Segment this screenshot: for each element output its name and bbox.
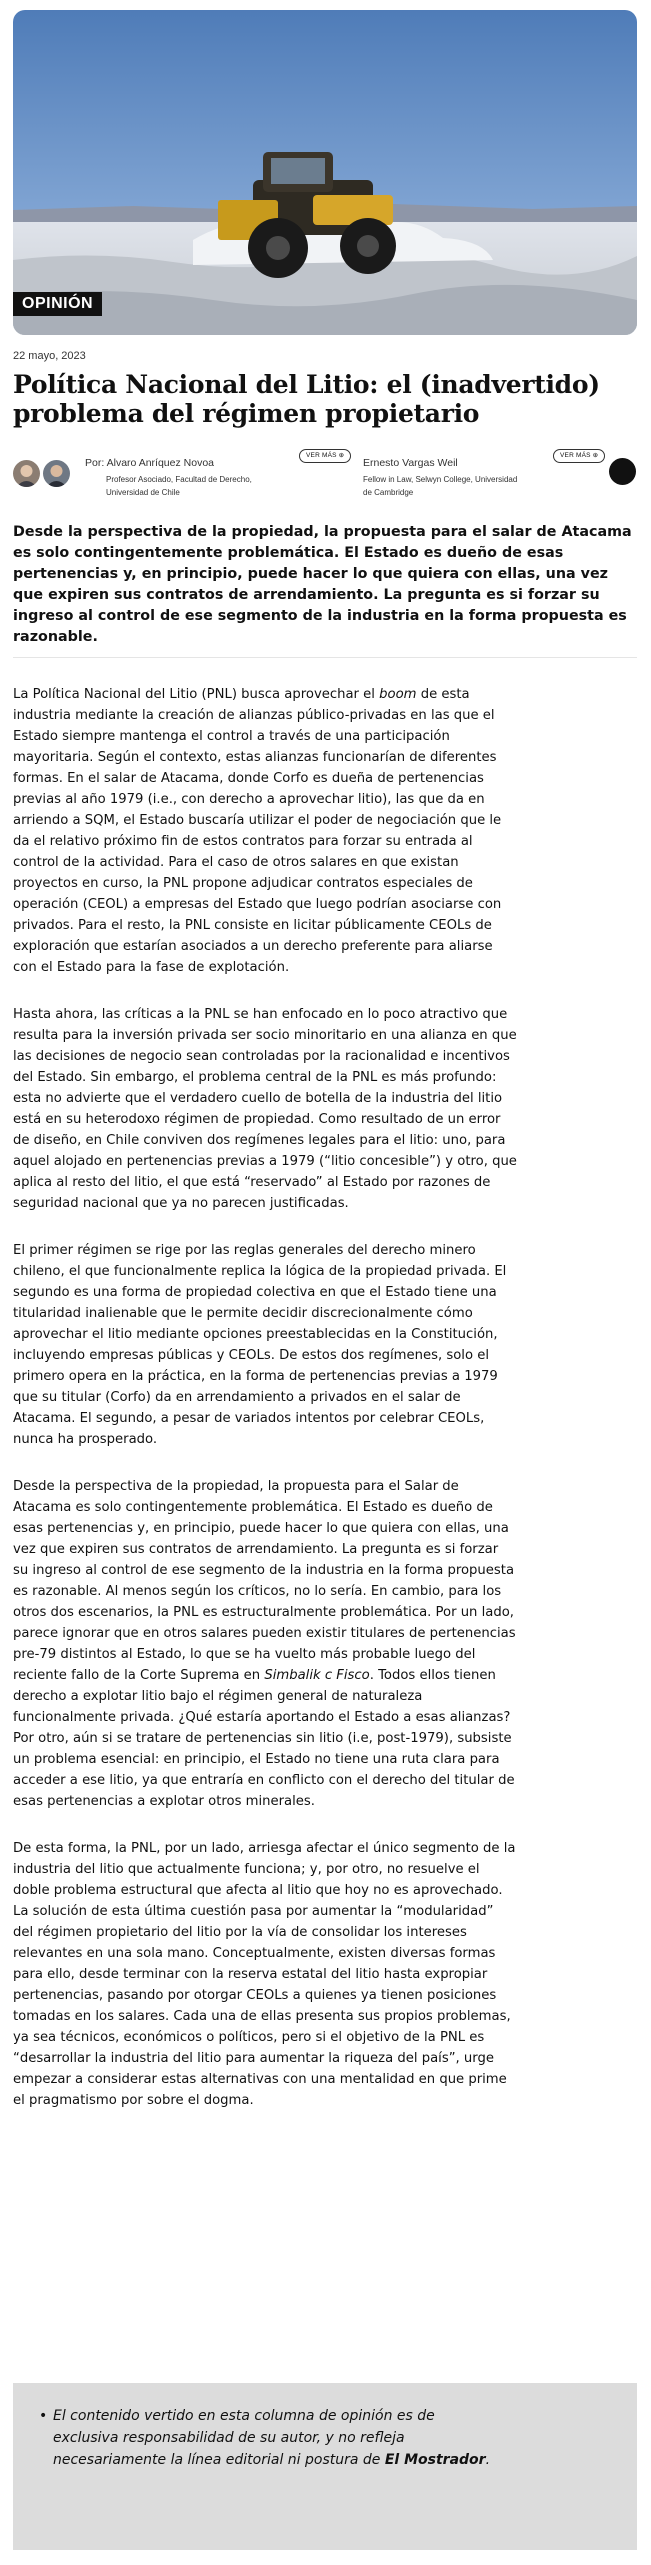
article-body (13, 684, 517, 2111)
author-name[interactable]: Alvaro Anríquez Novoa (106, 457, 215, 469)
case-name: Simbalik c Fisco (264, 1668, 370, 1683)
byline-prefix: Por: (85, 457, 105, 469)
article-lead: Desde la perspectiva de la propiedad, la propuesta para el salar de Atacama es solo contingentemente problemática. El Estado es dueño de esas pertenencias y, en principio, puede hacer lo que quiera con ellas, una vez que expiren sus contratos de arrendamiento. La pregunta es si forzar su ingreso al control de ese segmento de la industria en la forma propuesta es razonable. (13, 524, 632, 645)
author-role-line: de Cambridge (363, 488, 414, 497)
ver-mas-button[interactable]: VER MÁS ⊕ (299, 449, 351, 463)
article-title: Política Nacional del Litio: el (inadvertido) problema del régimen propietario (13, 370, 600, 428)
body-paragraph: Desde la perspectiva de la propiedad, la propuesta para el Salar de Atacama es solo contingentemente problemática. El Estado es dueño de esas pertenencias y, en principio, puede hacer lo que quiera con ellas, una vez que expiren sus contratos de arrendamiento. La pregunta es si forzar su ingreso al control de ese segmento de la industria en la forma propuesta es razonable. Al menos según los críticos, no lo sería. En cambio, para los otros dos escenarios, la PNL es estructuralmente problemática. Por un lado, parece ignorar que en otros salares pueden existir titulares de pertenencias pre-79 distintos al Estado, lo que se ha vuelto más probable luego del reciente fallo de la Corte Suprema en Simbalik c Fisco. Todos ellos tienen derecho a explotar litio bajo el régimen general de naturaleza funcionalmente privada. ¿Qué estaría aportando el Estado a esas alianzas? Por otro, aún si se tratare de pertenencias sin litio (i.e, post-1979), subsiste un problema esencial: en principio, el Estado no tiene una ruta clara para acceder a ese litio, ya que entraría en conflicto con el derecho del titular de esas pertenencias a explotar otros minerales. (13, 1479, 516, 1809)
section-label[interactable]: OPINIÓN (13, 292, 102, 316)
author-avatar[interactable] (43, 460, 70, 487)
author-role-line: Profesor Asociado, Facultad de Derecho, (106, 475, 252, 484)
author-photo (13, 460, 40, 487)
publish-date: 22 mayo, 2023 (13, 350, 86, 362)
author-role-line: Universidad de Chile (106, 488, 180, 497)
emphasis: boom (379, 687, 417, 702)
body-paragraph: Hasta ahora, las críticas a la PNL se han enfocado en lo poco atractivo que resulta para la inversión privada ser socio minoritario en una alianza en que las decisiones de negocio sean controladas por la racionalidad e incentivos del Estado. Sin embargo, el problema central de la PNL es más profundo: esta no advierte que el verdadero cuello de botella de la industria del litio está en su heterodoxo régimen de propiedad. Como resultado de un error de diseño, en Chile conviven dos regímenes legales para el litio: uno, para aquel alojado en pertenencias previas a 1979 (“litio concesible”) y otro, que aplica al resto del litio, el que está “reservado” al Estado por razones de seguridad nacional que ya no parecen justificadas. (13, 1007, 517, 1211)
author-role-line: Fellow in Law, Selwyn College, Universidad (363, 475, 518, 484)
author-name[interactable]: Ernesto Vargas Weil (363, 457, 458, 469)
divider (13, 657, 637, 658)
salt-flat-loader-photo (13, 10, 637, 335)
disclaimer-box (13, 2383, 637, 2550)
body-paragraph: De esta forma, la PNL, por un lado, arriesga afectar el único segmento de la industria del litio que actualmente funciona; y, por otro, no resuelve el doble problema estructural que afecta al litio que hoy no es aprovechado. La solución de esta última cuestión pasa por aumentar la “modularidad” del régimen propietario del litio por la vía de consolidar los intereses relevantes en una sola mano. Conceptualmente, existen diversas formas para ello, desde terminar con la reserva estatal del litio hasta expropiar pertenencias, pasando por otorgar CEOLs a quienes ya tienen posiciones tomadas en los salares. Cada una de ellas presenta sus propios problemas, ya sea técnicos, económicos o políticos, pero si el objetivo de la PNL es “desarrollar la industria del litio para aumentar la riqueza del país”, urge empezar a considerar estas alternativas con una mentalidad en que prime el pragmatismo por sobre el dogma. (13, 1841, 516, 2108)
body-paragraph: El primer régimen se rige por las reglas generales del derecho minero chileno, el que funcionalmente replica la lógica de la propiedad privada. El segundo es una forma de propiedad colectiva en que el Estado tiene una titularidad inalienable que le permite decidir discrecionalmente cómo aprovechar el litio mediante opciones preestablecidas en la Constitución, incluyendo empresas públicas y CEOLs. De estos dos regímenes, solo el primero opera en la práctica, en la forma de pertenencias previas a 1979 que su titular (Corfo) da en arrendamiento a privados en el salar de Atacama. El segundo, a pesar de variados intentos por celebrar CEOLs, nunca ha prosperado. (13, 1243, 507, 1447)
brand-name: El Mostrador (384, 2452, 486, 2468)
body-paragraph: La Política Nacional del Litio (PNL) busca aprovechar el boom de esta industria mediante la creación de alianzas público-privadas en las que el Estado siempre mantenga el control a través de una participación mayoritaria. Según el contexto, estas alianzas funcionarían de diferentes formas. En el salar de Atacama, donde Corfo es dueña de pertenencias previas al año 1979 (i.e., con derecho a aprovechar litio), las que da en arriendo a SQM, el Estado buscaría utilizar el poder de negociación que le da el relativo próximo fin de estos contratos para forzar su entrada al control de la actividad. Para el caso de otros salares en que existan proyectos en curso, la PNL propone adjudicar contratos especiales de operación (CEOL) a empresas del Estado que luego podrían asociarse con privados. Para el resto, la PNL consiste en licitar públicamente CEOLs de exploración que estarían asociados a un derecho preferente para aliarse con el Estado para la fase de explotación. (13, 687, 502, 975)
disclaimer-list (53, 2405, 503, 2471)
author-byline (85, 457, 214, 469)
author-avatar[interactable] (13, 460, 40, 487)
hero-image (13, 10, 637, 335)
play-audio-icon[interactable] (609, 458, 636, 485)
disclaimer-item: • El contenido vertido en esta columna de opinión es de exclusiva responsabilidad de su autor, y no refleja necesariamente la línea editorial ni postura de El Mostrador. (53, 2405, 503, 2471)
author-strip (13, 403, 638, 503)
ver-mas-button[interactable]: VER MÁS ⊕ (553, 449, 605, 463)
author-photo (43, 460, 70, 487)
author-role (363, 473, 517, 499)
author-role (106, 473, 252, 499)
